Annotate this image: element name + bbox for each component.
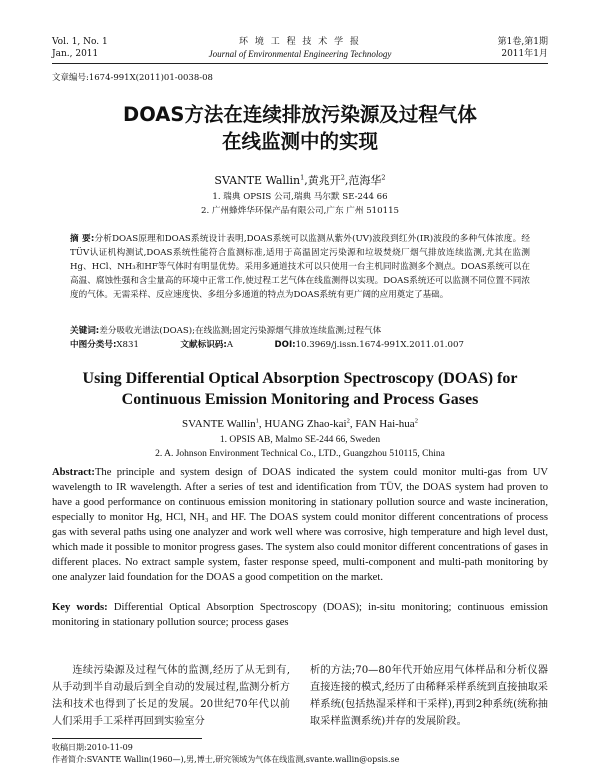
- keywords-cn-label: 关键词:: [70, 326, 100, 336]
- author-cn-2: ,黄兆开: [304, 174, 341, 187]
- abstract-en-label: Abstract:: [52, 467, 95, 478]
- header-date: Jan., 2011: [52, 49, 99, 59]
- keywords-en: [52, 600, 548, 630]
- title-cn-line1: DOAS方法在连续排放污染源及过程气体: [123, 103, 477, 126]
- abstract-cn-text: 分析DOAS原理和DOAS系统设计表明,DOAS系统可以监测从紫外(UV)波段到红外(IR)波段的多种气体浓度。经TÜV认证机构测试,DOAS系统性能符合监测标准,适用于高温固定污染源和垃圾焚烧厂烟气排放连续监测,尤其在监测Hg、HCl、NH₃和HF等气体时有明显优势。采用多通道技术可以只使用一台主机同时监测多个测点。DOAS系统可以在高温、腐蚀性强和含尘量高的环境中正常工作,使过程工艺气体在线监测得以实现。DOAS系统还可以监测不同位置不同浓度的气体。无需采样、反应速度快、多组分多通道的特点为DOAS系统有更广阔的应用奠定了基础。: [70, 234, 530, 300]
- header-volume: Vol. 1, No. 1: [52, 37, 108, 47]
- author-en-2-sup: 2: [346, 417, 350, 425]
- footnote-rule: [52, 738, 202, 739]
- doi-value: 10.3969/j.issn.1674-991X.2011.01.007: [295, 340, 464, 350]
- author-en-3: , FAN Hai-hua: [349, 418, 415, 430]
- article-number: 文章编号:1674-991X(2011)01-0038-08: [52, 73, 213, 83]
- abstract-en-text: The principle and system design of DOAS indicated the system could monitor multi-gas from UV wavelength to IR wavelength. After a series of test and identification from TÜV, the DOAS system had proven to have a good performance on continuous emission monitoring in stationary pollution source and waste incineration, especially to monitor Hg, HCl, NH₃ and HF. The DOAS system could monitor different concentrations of process gas with several paths using one analyzer and work well where was corrosive, high temperature and high level dust, which made it possible to monitor progress gases. The system also could monitor different concentrations of gases in different places. No extract sample system, faster response speed, multi-component and multi-path monitoring by one analyzer laid foundation for the DOAS a good competition on the market.: [52, 467, 548, 583]
- author-en-1-sup: 1: [255, 417, 259, 425]
- affiliation-en-2: 2. A. Johnson Environment Technical Co., LTD., Guangzhou 510115, China: [155, 449, 445, 459]
- keywords-cn: [70, 324, 530, 338]
- authors-en: [0, 418, 600, 430]
- keywords-en-label: Key words:: [52, 602, 108, 613]
- header-rule: [52, 63, 548, 64]
- doi-label: DOI:: [274, 340, 296, 350]
- abstract-cn-label: 摘 要:: [70, 234, 95, 244]
- author-en-2: , HUANG Zhao-kai: [258, 418, 347, 430]
- author-cn-3-sup: 2: [381, 173, 386, 182]
- header-journal-en: Journal of Environmental Engineering Technology: [208, 49, 392, 59]
- header-issue-cn: 第1卷,第1期: [497, 37, 548, 47]
- abstract-en: [52, 465, 548, 585]
- author-cn-1: SVANTE Wallin: [214, 174, 301, 187]
- doc-code-label: 文献标识码:: [180, 340, 227, 350]
- title-cn-line2: 在线监测中的实现: [221, 130, 378, 153]
- keywords-cn-text: 差分吸收光谱法(DOAS);在线监测;固定污染源烟气排放连续监测;过程气体: [99, 326, 382, 336]
- classification-cn: [70, 338, 530, 352]
- clc-label: 中图分类号:: [70, 340, 117, 350]
- author-en-3-sup: 2: [414, 417, 418, 425]
- header-journal-cn: 环 境 工 程 技 术 学 报: [238, 37, 362, 47]
- title-en-line2: Continuous Emission Monitoring and Process Gases: [121, 391, 479, 408]
- footnote-author: 作者简介:SVANTE Wallin(1960—),男,博士,研究领域为气体在线监测,svante.wallin@opsis.se: [52, 755, 400, 764]
- author-en-1: SVANTE Wallin: [182, 418, 256, 430]
- doc-code-value: A: [226, 340, 234, 350]
- abstract-cn: [70, 232, 530, 302]
- keywords-en-text: Differential Optical Absorption Spectroscopy (DOAS); in-situ monitoring; continuous emission monitoring in stationary pollution source; process gases: [52, 602, 548, 628]
- author-cn-2-sup: 2: [340, 173, 345, 182]
- footnote-received: 收稿日期:2010-11-09: [52, 743, 133, 752]
- body-column-right: 析的方法;70—80年代开始应用气体样品和分析仪器直接连接的模式,经历了由稀释采样系统到直接抽取采样系统(包括热湿采样和干采样),再到2种系统(统称抽取采样监测系统)并存的发展阶段。: [310, 665, 548, 727]
- title-en-line1: Using Differential Optical Absorption Spectroscopy (DOAS) for: [82, 370, 518, 387]
- body-column-left: 连续污染源及过程气体的监测,经历了从无到有,从手动到半自动最后到全自动的发展过程,监测分析方法和技术也得到了长足的发展。20世纪70年代以前人们采用手工采样再回到实验室分: [52, 665, 290, 727]
- affiliation-cn-2: 2. 广州蜂烨华环保产品有限公司,广东 广州 510115: [200, 206, 400, 216]
- authors-cn: [0, 172, 600, 188]
- header-date-cn: 2011年1月: [501, 49, 548, 59]
- author-cn-3: ,范海华: [344, 174, 382, 187]
- clc-value: X831: [116, 340, 139, 350]
- affiliation-cn-1: 1. 瑞典 OPSIS 公司,瑞典 马尔默 SE-244 66: [212, 192, 388, 202]
- author-cn-1-sup: 1: [300, 173, 305, 182]
- affiliation-en-1: 1. OPSIS AB, Malmo SE-244 66, Sweden: [219, 435, 381, 445]
